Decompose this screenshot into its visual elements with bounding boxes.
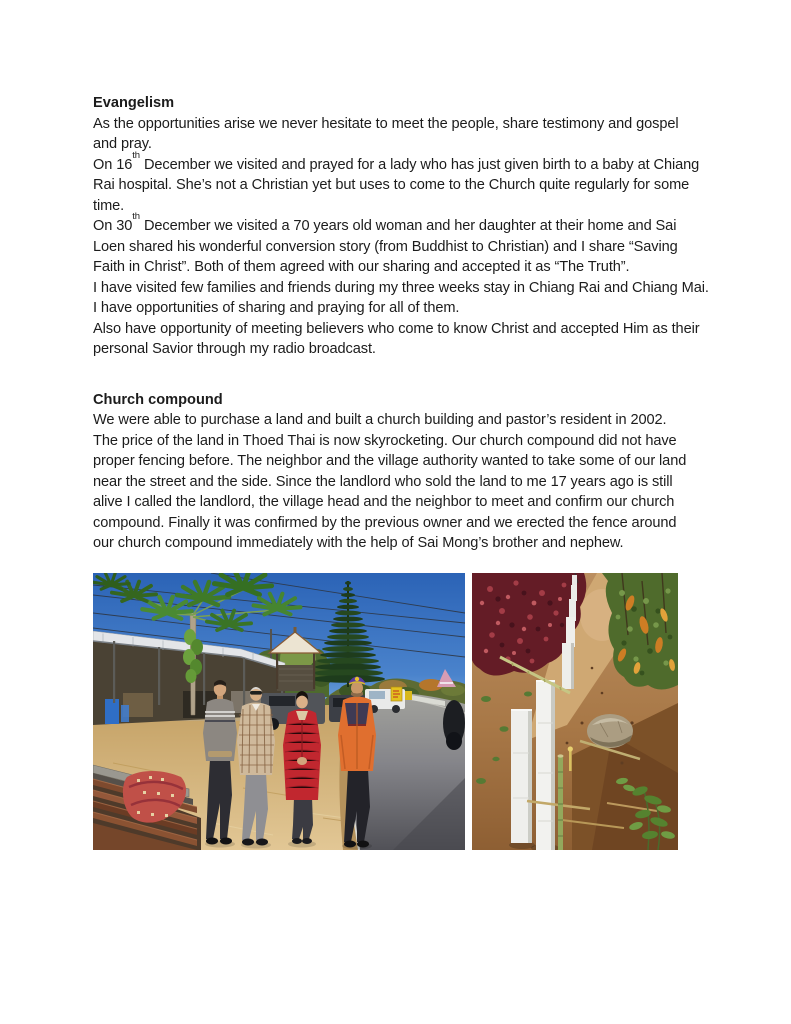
text-line: I have opportunities of sharing and praying for all of them. (93, 300, 460, 316)
photo-group-roadside (93, 573, 465, 850)
text-line: As the opportunities arise we never hesitate to meet the people, share testimony and gospel (93, 115, 679, 132)
text-line: On 16th December we visited and prayed for a lady who has just given birth to a baby at Chiang (93, 149, 700, 173)
text-line: Also have opportunity of meeting believers who come to know Christ and accepted Him as their (93, 320, 700, 337)
text-line: I have visited few families and friends during my three weeks stay in Chiang Rai and Chiang Mai. (93, 279, 709, 296)
text-line: near the street and the side. Since the landlord who sold the land to me 17 years ago is still (93, 473, 673, 490)
text-line: Loen shared his wonderful conversion story (from Buddhist to Christian) and I share “Saving (93, 238, 678, 255)
text-line: and pray. (93, 136, 152, 152)
text-line: compound. Finally it was confirmed by the previous owner and we erected the fence around (93, 514, 677, 531)
text-line: We were able to purchase a land and built a church building and pastor’s resident in 2002. (93, 412, 667, 428)
text-line: Faith in Christ”. Both of them agreed with our sharing and accepted it as “The Truth”. (93, 259, 630, 275)
text-line: The price of the land in Thoed Thai is now skyrocketing. Our church compound did not have (93, 432, 677, 449)
small-sign (405, 691, 412, 700)
section-evangelism (93, 93, 753, 360)
blue-barrel (105, 699, 119, 724)
text-line: proper fencing before. The neighbor and the village authority wanted to take some of our land (93, 453, 687, 469)
text-line: personal Savior through my radio broadcast. (93, 341, 376, 357)
fence-photo-illustration (472, 573, 678, 850)
text-line: On 30th December we visited a 70 years old woman and her daughter at their home and Sai (93, 211, 677, 234)
section-heading-church-compound: Church compound (93, 391, 223, 408)
text-line: time. (93, 197, 125, 214)
text-line: Rai hospital. She’s not a Christian yet but uses to come to the Church quite regularly for some (93, 177, 690, 193)
section-heading-evangelism: Evangelism (93, 95, 175, 111)
document-sections (93, 93, 753, 554)
text-line: alive I called the landlord, the village head and the neighbor to meet and confirm our church (93, 494, 675, 510)
photo-fence-posts (472, 573, 678, 850)
roadside-photo-illustration (93, 573, 465, 850)
rock (587, 714, 633, 748)
text-line: our church compound immediately with the help of Sai Mong’s brother and nephew. (93, 535, 624, 551)
section-church-compound (93, 390, 753, 554)
